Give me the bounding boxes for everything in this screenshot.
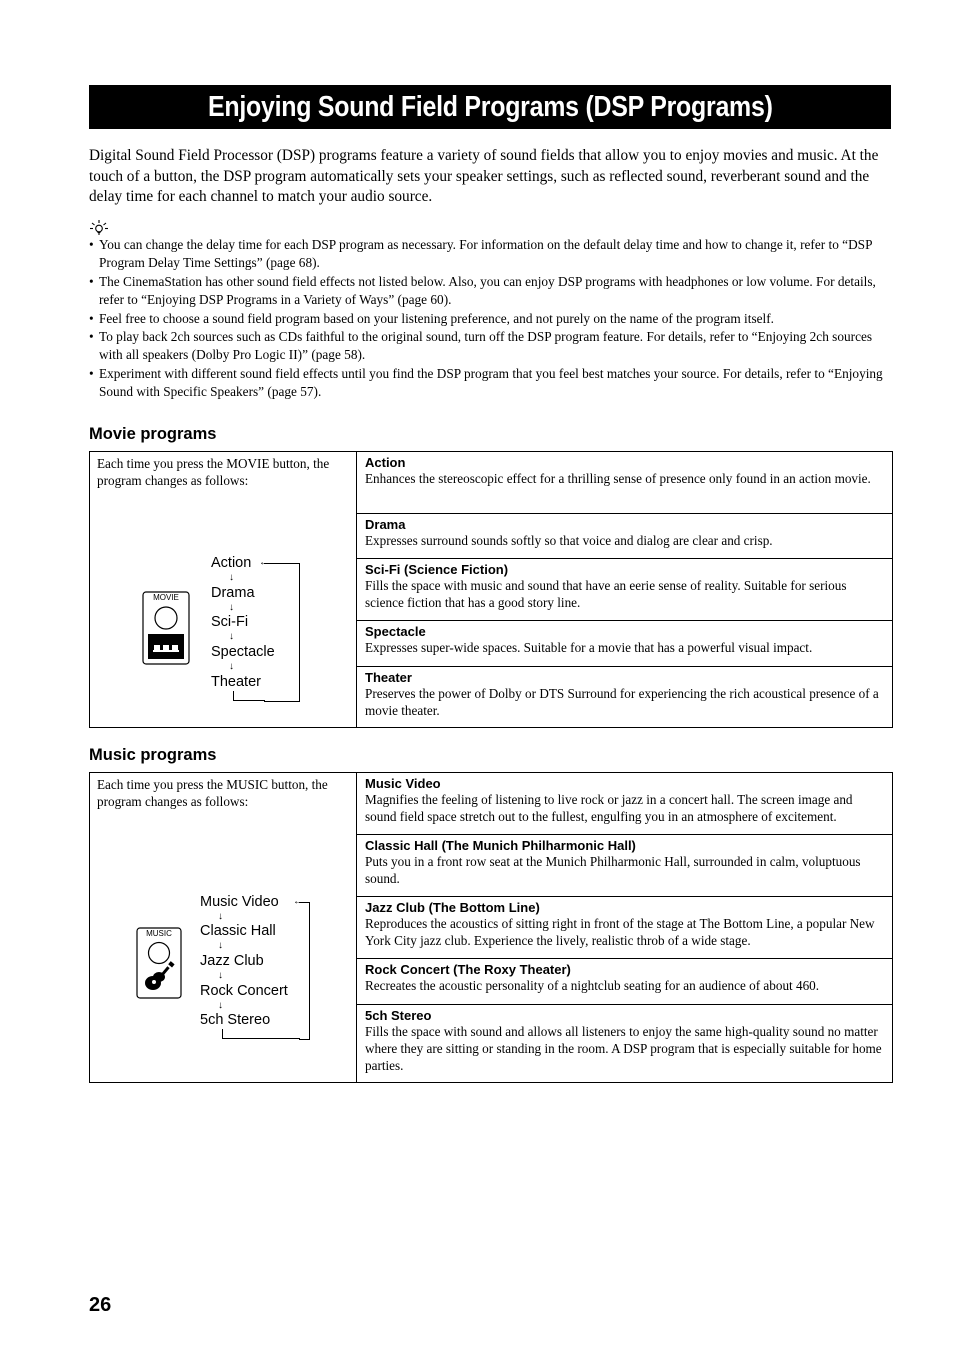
program-name: Jazz Club (The Bottom Line)	[365, 900, 540, 915]
tip-item: • Experiment with different sound field effects until you find the DSP program that you feel best matches your source. For details, refer to “Enjoying Sound with Specific Speakers” (page 57).	[89, 365, 891, 402]
tip-item: • The CinemaStation has other sound field effects not listed below. Also, you can enjoy DSP programs with headphones or low volume. For details, refer to “Enjoying DSP Programs in a Variety of Ways” (page 60).	[89, 273, 891, 310]
cycle-item: Theater	[211, 674, 261, 690]
cycle-loop-line	[264, 563, 300, 702]
arrow-down-icon: ↓	[229, 572, 234, 583]
cycle-item: Rock Concert	[200, 983, 288, 999]
cycle-item: Spectacle	[211, 644, 275, 660]
cycle-loop-line	[222, 1029, 300, 1039]
program-name: Classic Hall (The Munich Philharmonic Hall)	[365, 838, 636, 853]
program-name: 5ch Stereo	[365, 1008, 432, 1023]
arrow-left-icon: ←	[293, 896, 303, 907]
cycle-loop-line	[299, 902, 310, 1040]
cycle-item: Jazz Club	[200, 953, 264, 969]
program-cell	[357, 621, 893, 667]
program-cell	[357, 835, 893, 897]
program-name: Rock Concert (The Roxy Theater)	[365, 962, 571, 977]
program-name: Sci-Fi (Science Fiction)	[365, 562, 509, 577]
cycle-loop-line	[233, 691, 265, 701]
cycle-item: Sci-Fi	[211, 614, 249, 630]
music-button-cell	[90, 773, 357, 1083]
music-programs-table	[89, 772, 893, 1083]
tips-list	[89, 236, 891, 402]
music-section-heading: Music programs	[89, 746, 217, 764]
program-description: Fills the space with music and sound that have an eerie sense of reality. Suitable for serious science fiction that has a good story line.	[365, 578, 847, 610]
movie-button-cell	[90, 452, 357, 728]
arrow-down-icon: ↓	[218, 911, 223, 922]
program-cell	[357, 959, 893, 1005]
program-description: Puts you in a front row seat at the Munich Philharmonic Hall, surrounded in calm, voluptuous sound.	[365, 854, 861, 886]
page-number: 26	[89, 1294, 112, 1316]
arrow-down-icon: ↓	[229, 602, 234, 613]
program-cell	[357, 1005, 893, 1083]
music-program-cycle	[200, 894, 320, 1044]
music-button-label: MUSIC	[146, 929, 172, 938]
cycle-item: Classic Hall	[200, 923, 276, 939]
cycle-item: Action	[211, 555, 252, 571]
cycle-item: Music Video	[200, 894, 279, 910]
program-description: Magnifies the feeling of listening to live rock or jazz in a concert hall. The screen image and sound field space stretch out to the fullest, engulfing you in an atmosphere of excitement.	[365, 792, 853, 824]
movie-button-label: MOVIE	[153, 593, 179, 602]
program-name: Spectacle	[365, 624, 426, 639]
program-cell	[357, 773, 893, 835]
program-cell	[357, 559, 893, 621]
program-description: Preserves the power of Dolby or DTS Surround for experiencing the rich acoustical presence of a movie theater.	[365, 686, 879, 718]
cycle-item: 5ch Stereo	[200, 1012, 271, 1028]
movie-button-icon	[142, 591, 190, 665]
tip-item: • Feel free to choose a sound field program based on your listening preference, and not purely on the name of the program itself.	[89, 310, 891, 328]
cycle-item: Drama	[211, 585, 255, 601]
music-button-instructions: Each time you press the MUSIC button, the program changes as follows:	[97, 777, 328, 809]
program-name: Theater	[365, 670, 412, 685]
arrow-down-icon: ↓	[229, 631, 234, 642]
program-name: Drama	[365, 517, 406, 532]
program-cell	[357, 452, 893, 514]
movie-programs-table	[89, 451, 893, 728]
movie-button-instructions: Each time you press the MOVIE button, the program changes as follows:	[97, 456, 330, 488]
arrow-down-icon: ↓	[218, 1000, 223, 1011]
movie-program-cycle	[211, 555, 311, 705]
movie-section-heading: Movie programs	[89, 425, 217, 443]
program-description: Fills the space with sound and allows all listeners to enjoy the same high-quality sound no matter where they are sitting or standing in the room. A DSP program that is especially suitable for home parties.	[365, 1024, 882, 1073]
lightbulb-icon	[89, 219, 109, 235]
arrow-left-icon: ←	[259, 557, 269, 568]
program-description: Recreates the acoustic personality of a nightclub seating for an audience of about 460.	[365, 978, 820, 993]
program-description: Reproduces the acoustics of sitting right in front of the stage at The Bottom Line, a popular New York City jazz club. Experience the lively, realistic throb of a wide stage.	[365, 916, 875, 948]
program-cell	[357, 514, 893, 559]
program-cell	[357, 667, 893, 728]
program-description: Expresses surround sounds softly so that voice and dialog are clear and crisp.	[365, 533, 773, 548]
tip-item: • To play back 2ch sources such as CDs faithful to the original sound, turn off the DSP program feature. For details, refer to “Enjoying 2ch sources with all speakers (Dolby Pro Logic II)” (page 58).	[89, 328, 891, 365]
arrow-down-icon: ↓	[218, 970, 223, 981]
arrow-down-icon: ↓	[218, 940, 223, 951]
program-name: Music Video	[365, 776, 441, 791]
tip-item: • You can change the delay time for each DSP program as necessary. For information on the default delay time and how to change it, refer to “DSP Program Delay Time Settings” (page 68).	[89, 236, 891, 273]
arrow-down-icon: ↓	[229, 661, 234, 672]
intro-paragraph: Digital Sound Field Processor (DSP) programs feature a variety of sound fields that allow you to enjoy movies and music. At the touch of a button, the DSP program automatically sets your speaker settings, such as reflected sound, reverberant sound and the delay time for each channel to match your audio source.	[89, 147, 879, 206]
page-title: Enjoying Sound Field Programs (DSP Programs)	[89, 85, 891, 129]
program-description: Expresses super-wide spaces. Suitable for a movie that has a powerful visual impact.	[365, 640, 813, 655]
program-cell	[357, 897, 893, 959]
program-description: Enhances the stereoscopic effect for a thrilling sense of presence only found in an action movie.	[365, 471, 871, 486]
program-name: Action	[365, 455, 406, 470]
